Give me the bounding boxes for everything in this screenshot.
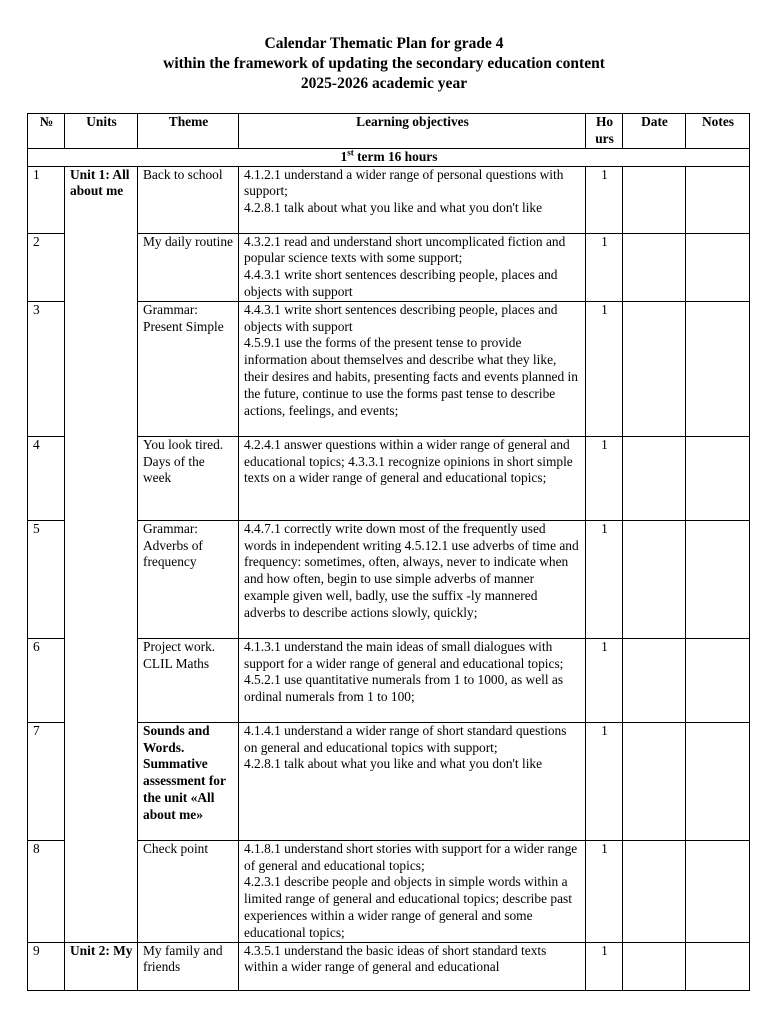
objective: 4.3.5.1 understand the basic ideas of short standard texts within a wider range of general and educational (244, 942, 547, 975)
unit-name: Unit 2: My (65, 942, 138, 990)
table-row (28, 166, 750, 233)
row-objectives (239, 301, 586, 436)
header-theme: Theme (138, 114, 239, 149)
row-date (623, 638, 686, 722)
row-number: 6 (28, 638, 65, 722)
row-hours: 1 (586, 942, 623, 990)
table-row (28, 233, 750, 301)
row-hours: 1 (586, 520, 623, 638)
header-date: Date (623, 114, 686, 149)
row-objectives (239, 638, 586, 722)
table-row (28, 520, 750, 638)
row-theme: Sounds and Words. Summative assessment for the unit «All about me» (138, 722, 239, 840)
table-row (28, 840, 750, 942)
objective: 4.2.8.1 talk about what you like and what you don't like (244, 756, 543, 772)
row-notes (686, 520, 750, 638)
table-row (28, 638, 750, 722)
row-hours: 1 (586, 638, 623, 722)
row-theme: Grammar: Present Simple (138, 301, 239, 436)
unit-name (65, 520, 138, 638)
objective: 4.5.2.1 use quantitative numerals from 1 to 1000, as well as ordinal numerals from 1 to 100; (244, 672, 564, 705)
objective: 4.1.4.1 understand a wider range of short standard questions on general and educational topics with support; (244, 722, 567, 755)
row-number: 5 (28, 520, 65, 638)
term-number: 1 (340, 148, 348, 164)
row-hours: 1 (586, 722, 623, 840)
objective: 4.4.3.1 write short sentences describing people, places and objects with support (244, 301, 558, 334)
unit-name (65, 301, 138, 436)
row-date (623, 301, 686, 436)
row-number: 7 (28, 722, 65, 840)
objective: 4.1.3.1 understand the main ideas of small dialogues with support for a wider range of general and educational topics; (244, 638, 564, 671)
header-num: № (28, 114, 65, 149)
row-theme: My family and friends (138, 942, 239, 990)
term-text: term 16 hours (353, 148, 438, 164)
objective: 4.1.8.1 understand short stories with support for a wider range of general and educational topics; (244, 840, 578, 873)
row-hours: 1 (586, 840, 623, 942)
row-objectives (239, 520, 586, 638)
row-hours: 1 (586, 233, 623, 301)
term-ordinal-suffix: st (347, 148, 354, 158)
title-line-3: 2025-2026 academic year (300, 75, 468, 92)
row-hours: 1 (586, 166, 623, 233)
row-objectives (239, 436, 586, 520)
row-notes (686, 638, 750, 722)
row-objectives (239, 942, 586, 990)
row-notes (686, 942, 750, 990)
unit-name (65, 722, 138, 840)
table-row (28, 436, 750, 520)
row-theme: You look tired. Days of the week (138, 436, 239, 520)
row-number: 4 (28, 436, 65, 520)
row-theme: Project work. CLIL Maths (138, 638, 239, 722)
row-hours: 1 (586, 301, 623, 436)
row-number: 2 (28, 233, 65, 301)
row-number: 8 (28, 840, 65, 942)
row-notes (686, 166, 750, 233)
objective: 4.3.2.1 read and understand short uncomplicated fiction and popular science texts with some support; (244, 233, 566, 266)
unit-name (65, 436, 138, 520)
row-date (623, 942, 686, 990)
row-theme: Grammar: Adverbs of frequency (138, 520, 239, 638)
header-notes: Notes (686, 114, 750, 149)
document-title (0, 34, 768, 94)
header-hours (586, 114, 623, 149)
unit-name (65, 840, 138, 942)
table-row (28, 942, 750, 990)
row-notes (686, 840, 750, 942)
row-number: 9 (28, 942, 65, 990)
row-date (623, 233, 686, 301)
objective: 4.4.3.1 write short sentences describing people, places and objects with support (244, 267, 558, 299)
title-line-1: Calendar Thematic Plan for grade 4 (264, 35, 504, 52)
header-hours-part-1: Ho (595, 114, 614, 129)
objective: 4.2.4.1 answer questions within a wider range of general and educational topics; 4.3.3.1 recognize opinions in short simple texts on a wider range of general and educational topics; (244, 436, 573, 486)
row-theme: Check point (138, 840, 239, 942)
row-date (623, 166, 686, 233)
header-objectives: Learning objectives (239, 114, 586, 149)
objective: 4.2.8.1 talk about what you like and what you don't like (244, 200, 543, 216)
row-objectives (239, 840, 586, 942)
row-hours: 1 (586, 436, 623, 520)
objective: 4.1.2.1 understand a wider range of personal questions with support; (244, 166, 564, 199)
row-date (623, 520, 686, 638)
header-units: Units (65, 114, 138, 149)
unit-name (65, 233, 138, 301)
term-row (28, 148, 750, 166)
row-date (623, 436, 686, 520)
thematic-plan-table (27, 113, 750, 991)
title-line-2: within the framework of updating the secondary education content (163, 55, 605, 72)
header-row (28, 114, 750, 149)
objective: 4.2.3.1 describe people and objects in simple words within a limited range of general and educational topics; describe past experiences within a wider range of general and some educational topics; (244, 874, 572, 940)
objective: 4.4.7.1 correctly write down most of the frequently used words in independent writing 4.5.12.1 use adverbs of time and frequency: sometimes, often, always, never to indicate when and how often, begin to use simple adverbs of manner example given well, badly, use the suffix -ly mannered adverbs to describe actions slowly, quickly; (244, 520, 579, 620)
row-notes (686, 233, 750, 301)
objective: 4.5.9.1 use the forms of the present tense to provide information about themselves and describe what they like, their desires and habits, presenting facts and events planned in the future, continue to use the forms past tense to describe actions, feelings, and events; (244, 335, 578, 418)
unit-name: Unit 1: All about me (65, 166, 138, 233)
row-number: 3 (28, 301, 65, 436)
table-row (28, 301, 750, 436)
header-hours-part-2: urs (595, 130, 614, 146)
row-objectives (239, 233, 586, 301)
term-label (28, 148, 750, 166)
table-row (28, 722, 750, 840)
row-theme: Back to school (138, 166, 239, 233)
row-date (623, 722, 686, 840)
row-objectives (239, 722, 586, 840)
row-number: 1 (28, 166, 65, 233)
row-objectives (239, 166, 586, 233)
row-notes (686, 301, 750, 436)
row-notes (686, 722, 750, 840)
row-date (623, 840, 686, 942)
row-theme: My daily routine (138, 233, 239, 301)
unit-name (65, 638, 138, 722)
row-notes (686, 436, 750, 520)
